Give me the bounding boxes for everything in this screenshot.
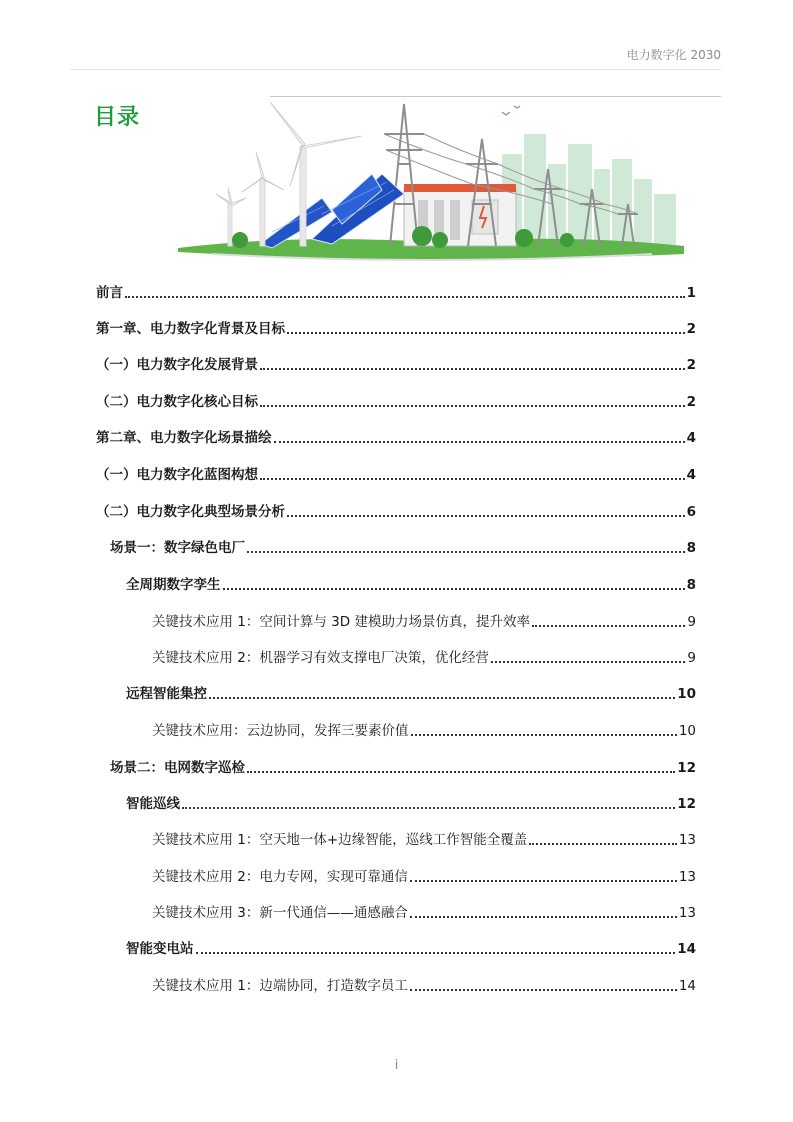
toc-dot-leader [260, 368, 685, 370]
toc-entry-page-number: 13 [678, 832, 696, 848]
toc-entry-page-number: 1 [686, 285, 696, 301]
toc-entry-label: （一）电力数字化蓝图构想 [96, 467, 258, 483]
header-divider [70, 69, 721, 70]
toc-entry[interactable] [126, 940, 696, 958]
toc-dot-leader [196, 952, 676, 954]
toc-entry-label: 第二章、电力数字化场景描绘 [96, 430, 272, 446]
toc-entry[interactable] [126, 576, 696, 594]
toc-dot-leader [209, 697, 675, 699]
toc-entry-label: 智能变电站 [126, 941, 194, 957]
toc-entry-label: 关键技术应用：云边协同，发挥三要素价值 [152, 723, 409, 739]
toc-entry-label: 关键技术应用 2：机器学习有效支撑电厂决策，优化经营 [152, 650, 489, 666]
toc-entry[interactable] [96, 466, 696, 484]
toc-dot-leader [247, 551, 685, 553]
toc-entry[interactable] [152, 904, 696, 922]
toc-entry-label: 关键技术应用 2：电力专网，实现可靠通信 [152, 869, 408, 885]
toc-entry-page-number: 2 [686, 394, 696, 410]
toc-entry[interactable] [152, 649, 696, 667]
toc-dot-leader [182, 807, 675, 809]
toc-entry-page-number: 8 [686, 540, 696, 556]
toc-entry-page-number: 13 [678, 869, 696, 885]
toc-dot-leader [529, 843, 677, 845]
toc-dot-leader [274, 441, 685, 443]
toc-entry-page-number: 10 [677, 686, 696, 702]
toc-entry-page-number: 2 [686, 321, 696, 337]
toc-entry-label: 远程智能集控 [126, 686, 207, 702]
energy-illustration [172, 94, 692, 266]
toc-entry[interactable] [126, 685, 696, 703]
toc-dot-leader [287, 515, 685, 517]
toc-entry-label: 第一章、电力数字化背景及目标 [96, 321, 285, 337]
toc-dot-leader [532, 625, 685, 627]
toc-dot-leader [223, 588, 685, 590]
toc-entry-page-number: 4 [686, 467, 696, 483]
toc-entry-page-number: 4 [686, 430, 696, 446]
toc-entry-label: （二）电力数字化典型场景分析 [96, 504, 285, 520]
toc-entry-page-number: 9 [687, 614, 696, 630]
toc-entry-page-number: 12 [677, 796, 696, 812]
toc-entry-label: 关键技术应用 1：空间计算与 3D 建模助力场景仿真，提升效率 [152, 614, 530, 630]
toc-entry[interactable] [96, 284, 696, 302]
toc-entry-label: 全周期数字孪生 [126, 577, 221, 593]
toc-entry-page-number: 13 [678, 905, 696, 921]
toc-dot-leader [491, 661, 686, 663]
toc-entry[interactable] [152, 613, 696, 631]
toc-dot-leader [410, 916, 677, 918]
toc-entry[interactable] [152, 868, 696, 886]
toc-entry-label: （二）电力数字化核心目标 [96, 394, 258, 410]
toc-entry-page-number: 10 [678, 723, 696, 739]
toc-entry-label: （一）电力数字化发展背景 [96, 357, 258, 373]
toc-entry-label: 关键技术应用 3：新一代通信——通感融合 [152, 905, 408, 921]
toc-entry-label: 场景二：电网数字巡检 [110, 760, 245, 776]
toc-entry[interactable] [96, 503, 696, 521]
toc-entry-label: 关键技术应用 1：边端协同，打造数字员工 [152, 978, 408, 994]
toc-entry-page-number: 14 [678, 978, 696, 994]
toc-entry[interactable] [110, 759, 696, 777]
toc-entry-label: 前言 [96, 285, 123, 301]
toc-entry-page-number: 8 [686, 577, 696, 593]
toc-entry[interactable] [126, 795, 696, 813]
toc-dot-leader [260, 405, 685, 407]
toc-entry[interactable] [96, 356, 696, 374]
toc-heading: 目录 [94, 105, 141, 130]
toc-entry[interactable] [96, 320, 696, 338]
toc-dot-leader [260, 478, 685, 480]
toc-dot-leader [410, 989, 677, 991]
toc-entry[interactable] [152, 722, 696, 740]
toc-entry[interactable] [152, 977, 696, 995]
toc-entry-label: 场景一：数字绿色电厂 [110, 540, 245, 556]
toc-entry[interactable] [96, 429, 696, 447]
toc-dot-leader [410, 880, 677, 882]
toc-entry-label: 关键技术应用 1：空天地一体+边缘智能，巡线工作智能全覆盖 [152, 832, 528, 848]
toc-entry-page-number: 12 [677, 760, 696, 776]
toc-entry-label: 智能巡线 [126, 796, 180, 812]
toc-entry-page-number: 6 [686, 504, 696, 520]
toc-dot-leader [411, 734, 677, 736]
toc-dot-leader [247, 771, 675, 773]
toc-entry-page-number: 9 [687, 650, 696, 666]
toc-entry[interactable] [110, 539, 696, 557]
toc-entry-page-number: 2 [686, 357, 696, 373]
page-number: i [394, 1058, 399, 1073]
toc-entry[interactable] [96, 393, 696, 411]
toc-dot-leader [125, 296, 685, 298]
document-title-header: 电力数字化 2030 [626, 48, 721, 62]
toc-dot-leader [287, 332, 685, 334]
toc-entry[interactable] [152, 831, 696, 849]
toc-entry-page-number: 14 [677, 941, 696, 957]
